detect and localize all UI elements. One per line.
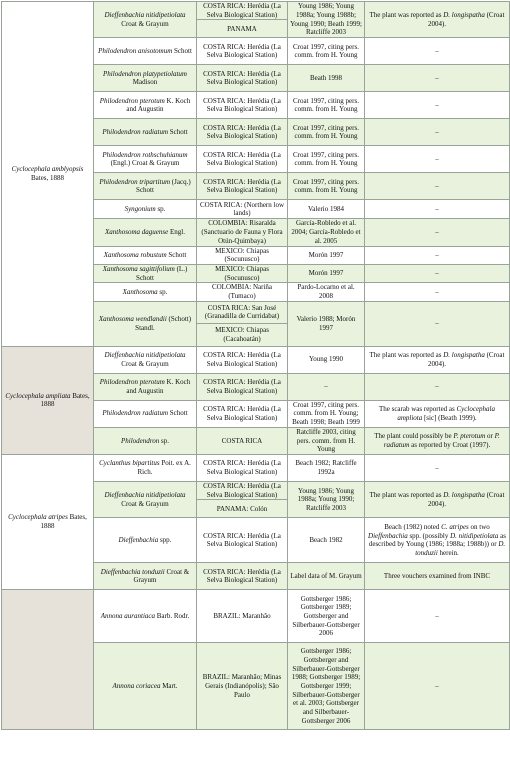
scarab-species-cell [2, 454, 94, 589]
note-cell [365, 92, 510, 119]
note-text: (Croat 2004). [427, 490, 505, 508]
plant-species-cell [94, 518, 197, 563]
plant-authority: Engl. [169, 228, 185, 237]
plant-species-cell [94, 427, 197, 454]
plant-name: Syngonium [124, 205, 156, 214]
locality-cell: COSTA RICA: Herédia (La Selva Biological Station) [197, 92, 288, 119]
plant-name: Dieffenbachia [118, 536, 159, 544]
note-text: D. tonduzii [415, 540, 506, 558]
locality-cell: COSTA RICA [197, 427, 288, 454]
plant-name: Dieffenbachia nitidipetiolata [104, 351, 186, 360]
note-cell [365, 65, 510, 92]
scarab-species-cell [2, 2, 94, 347]
table-row [2, 346, 510, 373]
scarab-species-cell [2, 346, 94, 454]
locality-cell: COSTA RICA: (Northern low lands) [197, 200, 288, 219]
plant-name: Xanthosoma daguense [105, 228, 169, 237]
locality-cell: COSTA RICA: Herédia (La Selva Biological Station) [197, 454, 288, 481]
reference-cell: Croat 1997, citing pers. comm. from H. Young; Beath 1998; Beath 1999 [288, 400, 365, 427]
reference-cell: Croat 1997, citing pers. comm. from H. Young [288, 38, 365, 65]
locality-cell: MEXICO: Chiapas (Socunusco) [197, 246, 288, 264]
plant-authority: sp. [157, 205, 166, 214]
plant-species-cell [94, 590, 197, 643]
plant-name: Philodendron pterotum [99, 378, 165, 387]
note-text: D. longispatha [443, 11, 485, 19]
note-text: – [435, 228, 439, 237]
plant-name: Xanthosoma wendlandii [98, 315, 167, 324]
note-cell [365, 481, 510, 517]
reference-cell: – [288, 373, 365, 400]
table-body [2, 2, 510, 730]
locality-cell: MEXICO: Chiapas (Cacahoatán) [197, 324, 288, 347]
note-text: – [435, 612, 439, 620]
locality-cell: BRAZIL: Maranhão; Minas Gerais (Indianópolis); São Paulo [197, 643, 288, 730]
reference-cell: Croat 1997, citing pers. comm. from H. Young [288, 119, 365, 146]
locality-cell: COSTA RICA: Herédia (La Selva Biological Station) [197, 400, 288, 427]
plant-species-cell [94, 283, 197, 301]
plant-name: Xanthosoma [122, 287, 158, 296]
note-text: as described by Young (1986; 1988a; 1988b)) or [368, 531, 506, 549]
note-cell [365, 301, 510, 346]
reference-cell: Gottsberger 1986; Gottsberger and Silberbauer-Gottsberger 1988; Gottsberger 1989; Gottsberger 1999; Silberbauer-Gottsberger et al. 2003; Gottsberger and Silberbauer-Gottsberger 2006 [288, 643, 365, 730]
note-text: The plant was reported as [369, 490, 444, 499]
plant-name: Philodendron radiatum [102, 409, 168, 418]
note-cell [365, 427, 510, 454]
plant-name: Dieffenbachia nitidipetiolata [104, 11, 186, 19]
note-text: [sic] (Beath 1999). [422, 413, 477, 422]
note-cell [365, 146, 510, 173]
locality-cell: BRAZIL: Maranhão [197, 590, 288, 643]
note-text: – [435, 319, 439, 328]
locality-cell: COSTA RICA: Herédia (La Selva Biological Station) [197, 173, 288, 200]
note-text: The plant was reported as [369, 11, 444, 19]
note-text: – [435, 182, 439, 191]
scarab-species-cell [2, 590, 94, 730]
plant-name: Philodendron [121, 436, 160, 445]
note-text: – [435, 128, 439, 137]
note-cell [365, 283, 510, 301]
plant-authority: Madison [132, 78, 158, 87]
note-cell [365, 346, 510, 373]
scarab-authority: Bates, 1888 [40, 513, 87, 531]
plant-authority: Croat & Grayum [121, 499, 169, 508]
plant-species-cell [94, 38, 197, 65]
plant-authority: Barb. Rodr. [156, 612, 190, 620]
plant-authority: Schott [168, 250, 187, 259]
note-text: The plant could possibly be [374, 432, 454, 441]
plant-authority: (L.) Schott [136, 264, 188, 282]
reference-cell: García-Robledo et al. 2004; García-Robledo et al. 2005 [288, 219, 365, 246]
note-cell [365, 518, 510, 563]
plant-species-cell [94, 200, 197, 219]
plant-species-cell [94, 563, 197, 590]
reference-cell: Ratcliffe 2003, citing pers. comm. from H. Young [288, 427, 365, 454]
reference-cell: Young 1986; Young 1988a; Young 1990; Ratcliffe 2003 [288, 481, 365, 517]
reference-cell: Beach 1982 [288, 518, 365, 563]
note-cell [365, 38, 510, 65]
note-text: C. atripes [441, 522, 469, 531]
note-text: spp. (possibly [407, 531, 451, 540]
plant-authority: Mart. [162, 682, 178, 690]
locality-cell: COSTA RICA: Herédia (La Selva Biological Station) [197, 563, 288, 590]
note-text: Cyclocephala ampliota [397, 405, 496, 422]
plant-species-cell [94, 481, 197, 517]
reference-cell: Pardo-Locarno et al. 2008 [288, 283, 365, 301]
plant-species-cell [94, 454, 197, 481]
reference-cell: Croat 1997, citing pers. comm. from H. Young [288, 173, 365, 200]
note-text: Dieffenbachia [368, 531, 408, 540]
plant-name: Xanthosoma sagittifolium [102, 264, 175, 273]
note-cell [365, 173, 510, 200]
locality-cell: COSTA RICA: Herédia (La Selva Biological Station) [197, 373, 288, 400]
table-row [2, 454, 510, 481]
note-cell [365, 246, 510, 264]
locality-cell: COSTA RICA: San José (Granadilla de Curridabat) [197, 301, 288, 324]
note-cell [365, 200, 510, 219]
reference-cell: Morón 1997 [288, 264, 365, 282]
plant-species-cell [94, 219, 197, 246]
note-text: – [435, 250, 439, 259]
note-text: D. longispatha [443, 490, 485, 499]
plant-authority: K. Koch and Augustin [126, 378, 191, 395]
note-cell [365, 563, 510, 590]
note-text: (Croat 2004). [427, 11, 505, 28]
note-text: herein. [437, 549, 459, 558]
plant-species-cell [94, 2, 197, 38]
plant-species-cell [94, 65, 197, 92]
plant-authority: spp. [159, 536, 172, 544]
locality-cell: COSTA RICA: Herédia (La Selva Biological Station) [197, 481, 288, 499]
plant-species-cell [94, 346, 197, 373]
plant-species-cell [94, 373, 197, 400]
note-text: – [435, 101, 439, 110]
note-cell [365, 643, 510, 730]
note-text: on two [468, 522, 490, 531]
scarab-authority: Bates, 1888 [30, 173, 65, 182]
note-text: – [435, 269, 439, 278]
reference-cell: Young 1990 [288, 346, 365, 373]
plant-authority: Poit. ex A. Rich. [137, 459, 191, 476]
locality-cell: COSTA RICA: Herédia (La Selva Biological Station) [197, 146, 288, 173]
plant-name: Philodendron tripartitum [99, 177, 171, 186]
plant-species-cell [94, 301, 197, 346]
locality-cell: COLOMBIA: Risaralda (Sanctuario de Fauna y Flora Otún-Quimbaya) [197, 219, 288, 246]
plant-name: Philodendron radiatum [102, 128, 168, 137]
note-text: – [435, 463, 439, 472]
scarab-name: Cyclocephala atripes [8, 513, 68, 522]
note-text: (Croat 2004). [427, 351, 505, 368]
scarab-name: Cyclocephala amblyopsis [11, 165, 84, 174]
plant-name: Annona coriacea [112, 682, 161, 690]
scarab-name: Cyclocephala ampliata [5, 391, 71, 400]
reference-cell: Beath 1998 [288, 65, 365, 92]
reference-cell: Gottsberger 1986; Gottsberger 1989; Gottsberger and Silberbauer-Gottsberger 2006 [288, 590, 365, 643]
locality-cell: COSTA RICA: Herédia (La Selva Biological Station) [197, 518, 288, 563]
plant-species-cell [94, 92, 197, 119]
plant-name: Dieffenbachia nitidipetiolata [104, 490, 186, 499]
note-cell [365, 400, 510, 427]
note-text: – [435, 74, 439, 83]
plant-authority: Croat & Grayum [121, 19, 169, 28]
note-text: – [435, 382, 439, 391]
reference-table [1, 1, 510, 730]
locality-cell: COSTA RICA: Herédia (La Selva Biological Station) [197, 2, 288, 20]
plant-species-cell [94, 400, 197, 427]
plant-name: Cyclanthus bipartitus [99, 459, 160, 468]
plant-name: Philodendron pterotum [99, 96, 165, 105]
note-text: The plant was reported as [369, 351, 444, 360]
plant-authority: Schott [174, 47, 192, 56]
locality-cell: COSTA RICA: Herédia (La Selva Biological Station) [197, 346, 288, 373]
reference-cell: Morón 1997 [288, 246, 365, 264]
note-text: P. pterotum [453, 432, 486, 441]
note-cell [365, 590, 510, 643]
plant-species-cell [94, 173, 197, 200]
note-cell [365, 2, 510, 38]
note-text: P. radiatum [383, 432, 500, 449]
note-cell [365, 264, 510, 282]
plant-species-cell [94, 246, 197, 264]
table-row [2, 590, 510, 643]
locality-cell: PANAMA: Colón [197, 500, 288, 518]
note-text: or [485, 432, 495, 441]
reference-cell: Croat 1997, citing pers. comm. from H. Young [288, 92, 365, 119]
note-text: – [435, 47, 439, 56]
note-text: Three vouchers examined from INBC [383, 572, 491, 580]
locality-cell: MEXICO: Chiapas (Socunusco) [197, 264, 288, 282]
plant-authority: sp. [161, 436, 169, 445]
locality-cell: COSTA RICA: Herédia (La Selva Biological Station) [197, 38, 288, 65]
reference-cell: Young 1986; Young 1988a; Young 1988b; Young 1990; Beath 1999; Ratcliffe 2003 [288, 2, 365, 38]
plant-authority: Croat & Grayum [133, 567, 190, 585]
plant-authority: sp. [159, 287, 168, 296]
plant-authority: Schott [169, 128, 188, 137]
note-text: D. longispatha [443, 351, 485, 360]
note-cell [365, 219, 510, 246]
table-row [2, 2, 510, 20]
locality-cell: PANAMA [197, 20, 288, 38]
note-text: – [435, 682, 439, 690]
plant-name: Annona aurantiaca [100, 612, 155, 620]
scarab-authority: Bates, 1888 [40, 391, 90, 409]
plant-name: Philodendron platypetiolatum [103, 69, 187, 78]
plant-authority: (Jacq.) Schott [136, 177, 191, 195]
note-text: The scarab was reported as [378, 405, 457, 414]
note-text: – [435, 205, 439, 214]
plant-species-cell [94, 146, 197, 173]
plant-authority: Croat & Grayum [121, 359, 169, 368]
note-text: Beach (1982) noted [384, 522, 442, 531]
plant-name: Philodendron rothschuhianum [102, 150, 188, 159]
note-text: as reported by Croat (1997). [409, 440, 491, 449]
plant-species-cell [94, 643, 197, 730]
reference-cell: Beach 1982; Ratcliffe 1992a [288, 454, 365, 481]
plant-authority: K. Koch and Augustin [126, 96, 191, 114]
note-cell [365, 454, 510, 481]
locality-cell: COSTA RICA: Herédia (La Selva Biological Station) [197, 65, 288, 92]
note-cell [365, 119, 510, 146]
plant-authority: Schott [169, 409, 188, 418]
plant-name: Xanthosoma robustum [103, 250, 167, 259]
locality-cell: COSTA RICA: Herédia (La Selva Biological Station) [197, 119, 288, 146]
plant-name: Dieffenbachia tonduzii [100, 567, 165, 576]
reference-cell: Croat 1997, citing pers. comm. from H. Young [288, 146, 365, 173]
note-cell [365, 373, 510, 400]
plant-name: Philodendron anisotomum [98, 47, 173, 56]
note-text: – [435, 287, 439, 296]
note-text: D. nitidipetiolata [450, 531, 499, 540]
plant-authority: (Engl.) Croat & Grayum [110, 159, 180, 168]
plant-authority: (Schott) Standl. [135, 315, 192, 332]
reference-cell: Label data of M. Grayum [288, 563, 365, 590]
locality-cell: COLOMBIA: Nariña (Tumaco) [197, 283, 288, 301]
reference-cell: Valerio 1988; Morón 1997 [288, 301, 365, 346]
note-text: – [435, 155, 439, 164]
plant-species-cell [94, 119, 197, 146]
plant-species-cell [94, 264, 197, 282]
reference-cell: Valerio 1984 [288, 200, 365, 219]
